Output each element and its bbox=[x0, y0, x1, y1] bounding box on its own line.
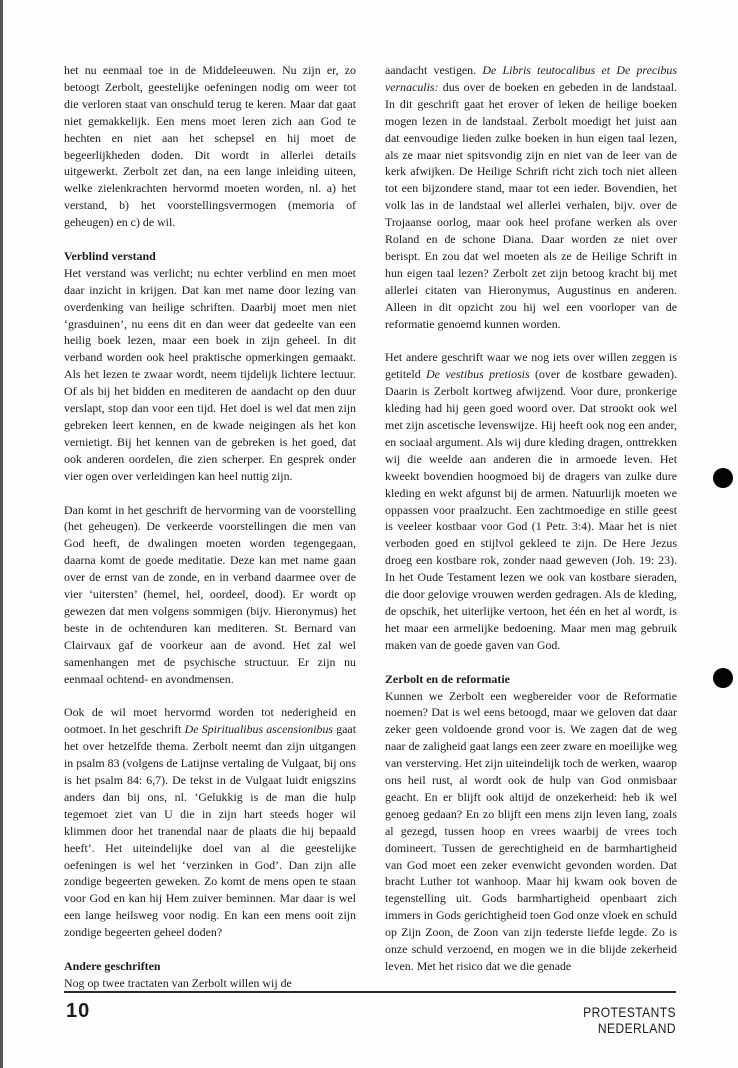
book-title: De Spiritualibus ascensionibus bbox=[184, 722, 334, 737]
paragraph-text: Ook de wil moet hervormd worden tot nederigheid en ootmoet. In het geschrift bbox=[64, 705, 356, 737]
publication-name: PROTESTANTS NEDERLAND bbox=[583, 1004, 676, 1036]
page-number: 10 bbox=[66, 1000, 91, 1022]
paragraph-text: (over de kostbare gewaden). Daarin is Zerbolt kortweg afwijzend. Voor dure, pronkerige kleding had hij geen goed woord over. Dat strookt ook wel met zijn ascetische levenswijze. Hij heeft ook nog een ander, en sociaal argument. Als wij dure kleding dragen, onttrekken wij die weelde aan anderen die in armoede leven. Het kweekt bovendien hoogmoed bij de dragers van zulke dure kleding en wekt afgunst bij de armen. Natuurlijk moeten we oppassen voor praalzucht. Een zachtmoedige en stille geest is veeleer kostbaar voor God (1 Petr. 3:4). Maar het is niet verboden goed en stijlvol gekleed te zijn. De Here Jezus droeg een kostbare rok, zonder naad geweven (Joh. 19: 23). In het Oude Testament lezen we ook van kostbare sieraden, die door gelovige vrouwen werden gedragen. Als de kleding, de opschik, het uiterlijke vertoon, het één en het al wordt, is het maar een armelijke bedoening. Maar men mag gebruik maken van de goede gaven van God. bbox=[385, 367, 678, 652]
section-heading-andere-geschriften: Andere geschriften bbox=[64, 958, 161, 973]
paragraph bbox=[385, 62, 677, 333]
paragraph: het nu eenmaal toe in de Middeleeuwen. Nu zijn er, zo betoogt Zerbolt, geestelijke oefeningen nodig om weer tot die verloren staat van onschuld terug te keren. Maar dat gaat niet gemakkelijk. Een mens moet leren zich aan God te hechten en niet aan het schepsel en hij moet de begeerlijkheden doden. Dit wordt in allerlei details uitgewerkt. Zerbolt zet dan, na een lange inleiding uiteen, welke zielenkrachten hervormd moeten worden, nl. a) het verstand, b) het voorstellingsvermogen (memoria of geheugen) en c) de wil. bbox=[64, 63, 356, 230]
paragraph-text: Het andere geschrift waar we nog iets over willen zeggen is getiteld bbox=[385, 350, 677, 382]
binder-hole-icon bbox=[713, 668, 733, 688]
paragraph-text: gaat het over hetzelfde thema. Zerbolt neemt dan zijn uitgangen in psalm 83 (volgens de Latijnse vertaling de Vulgaat, bij ons is het psalm 84: 6,7). De tekst in de Vulgaat luidt enigszins anders dan bij ons, nl. ‘Gelukkig is de man die hulp tegemoet ziet van U die in zijn hart steeds hoger wil klimmen door het tranendal naar de plaats die hij bepaald heeft’. Het uiteindelijke doel van al die geestelijke oefeningen is wel het ‘verzinken in God’. Dan zijn alle zondige begeerten geweken. Zo komt de mens open te staan voor God en kan hij Hem zuiver beminnen. Mar daar is wel een lange heilsweg voor nodig. En kan een mens ooit zijn zondige begeerten geheel doden? bbox=[64, 722, 357, 940]
paragraph-text: dus over de boeken en gebeden in de landstaal. In dit geschrift gaat het erover of leken de heilige boeken mogen lezen in de landstaal. Zerbolt moedigt het juist aan dat eenvoudige lieden zulke boeken in hun eigen taal lezen, als ze maar niet spitsvondig zijn en niet van de leer van de kerk afwijken. De Heilige Schrift richt zich toch niet alleen tot een bijzondere stand, maar tot een ieder. Bovendien, het volk las in de landstaal wel allerlei verhalen, bijv. over de Trojaanse oorlog, maar ook heel profane werken als over Roland en de schone Diana. Daar worden ze niet over berispt. En zou dat wel moeten als ze de Heilige Schrift in hun eigen taal lezen? Zerbolt zet zijn betoog kracht bij met allerlei citaten van Hieronymus, Augustinus en anderen. Alleen in dit opzicht zou hij wel een voorloper van de reformatie genoemd kunnen worden. bbox=[385, 79, 677, 331]
right-column bbox=[385, 62, 677, 975]
section-heading-zerbolt-en-de-reformatie: Zerbolt en de reformatie bbox=[385, 671, 510, 686]
page-edge-line bbox=[0, 0, 3, 1068]
paragraph: Nog op twee tractaten van Zerbolt willen wij de bbox=[64, 975, 292, 990]
book-title: De Libris teutocalibus et De precibus vernaculis: bbox=[385, 63, 677, 94]
paragraph bbox=[64, 704, 356, 941]
footer-rule bbox=[64, 991, 676, 993]
paragraph: Kunnen we Zerbolt een wegbereider voor de Reformatie noemen? Dat is wel eens betoogd, maar we geloven dat daar zeker geen voldoende grond voor is. We zagen dat de weg naar de zaligheid gaat langs een zeer zware en moeilijke weg van versterving. Het zijn uiteindelijk toch de werken, waarop ons heil rust, al wordt ook de hulp van God onmisbaar geacht. En er blijft ook altijd de onzekerheid: heb ik wel genoeg gedaan? En zo blijft een mens zijn leven lang, zoals al gezegd, tussen hoop en vrees waarbij de vrees toch domineert. Tussen de gerechtigheid en de barmhartigheid van God moet een zeker evenwicht gevonden worden. Dat bracht Luther tot wanhoop. Maar hij kwam ook boven de tegenstelling uit. Gods barmhartigheid openbaart zich immers in Gods gerichtigheid toen God onze vloek en schuld op Zijn Zoon, de Zoon van zijn tederste liefde legde. Zo is onze schuld verzoend, en mogen we in die blijde zekerheid leven. Met het risico dat we die genade bbox=[385, 688, 677, 973]
paragraph: Het verstand was verlicht; nu echter verblind en men moet daar inzicht in krijgen. Dat kan met name door lezing van overdenking van heilige schriften. Daarbij moet men niet ‘grasduinen’, nu eens dit en dan weer dat gedeelte van een heilig boek lezen, maar een boek in zijn geheel. In dit verband worden ook heel praktische opmerkingen gemaakt. Als het lezen te zwaar wordt, neem tijdelijk lichtere lectuur. Of als bij het bidden en mediteren de aandacht op den duur verslapt, stop dan voor een tijd. Het doel is wel dat men zijn gebreken leert kennen, en de kwade neigingen als het kon vernietigt. Bij het kennen van de gebreken is het goed, dat ook anderen oordelen, die zien scherper. En gesprek onder vier ogen over verleidingen kan heel nuttig zijn. bbox=[64, 265, 356, 483]
section-heading-verblind-verstand: Verblind verstand bbox=[64, 248, 156, 263]
paragraph: Dan komt in het geschrift de hervorming van de voorstelling (het geheugen). De verkeerde voorstellingen die men van God heeft, de dwalingen moeten worden tegengegaan, daarna komt de goede meditatie. Deze kan met name gaan over de ernst van de zonde, en in verband daarmee over de vier ‘uitersten’ (hemel, hel, oordeel, dood). Er wordt op gewezen dat men volgens sommigen (bijv. Hieronymus) het beste in de ochtenduren kan mediteren. St. Bernard van Clairvaux gaf de voorkeur aan de avond. Het zal wel samenhangen met de psychische structuur. Er zijn nu eenmaal ochtend- en avondmensen. bbox=[64, 502, 356, 686]
left-column bbox=[64, 62, 356, 992]
paragraph bbox=[385, 349, 677, 653]
book-title: De vestibus pretiosis bbox=[426, 367, 530, 382]
paragraph-text: aandacht vestigen. bbox=[385, 63, 483, 77]
binder-hole-icon bbox=[713, 468, 733, 488]
